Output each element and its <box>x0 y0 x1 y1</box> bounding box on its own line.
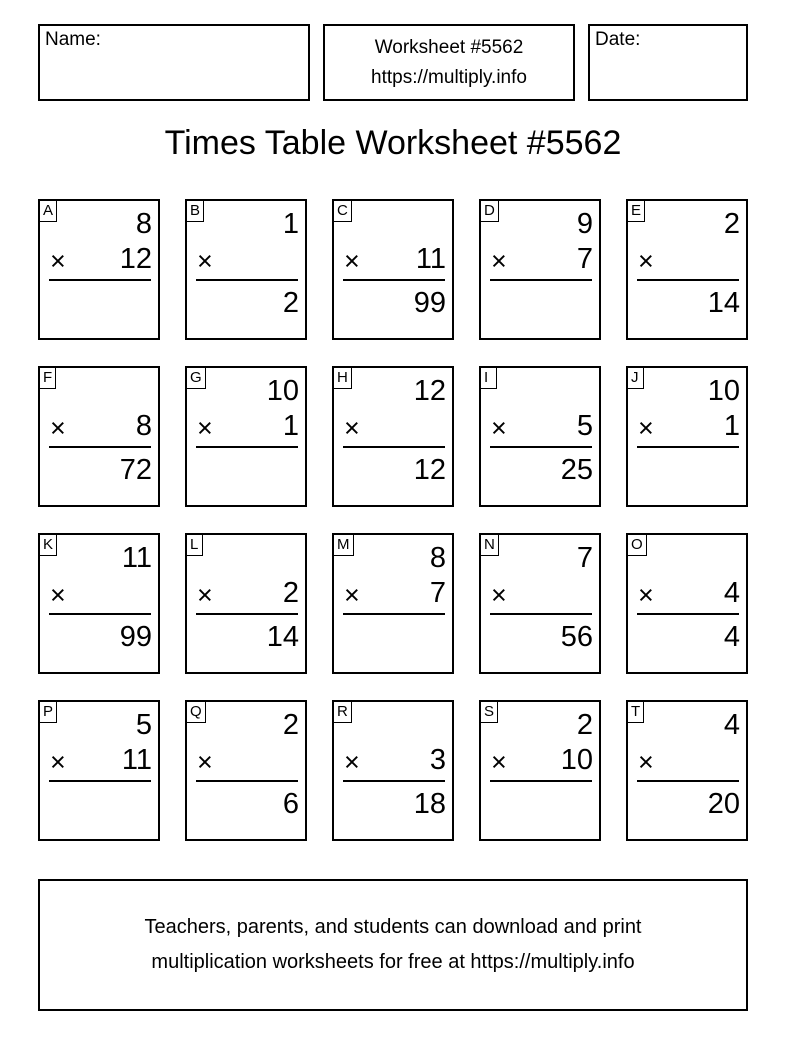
problem-bottom-number: 12 <box>119 243 152 275</box>
worksheet-url: https://multiply.info <box>371 67 527 88</box>
problem-card[interactable] <box>479 700 601 841</box>
problem-answer: 20 <box>707 788 740 820</box>
times-sign: × <box>197 246 213 276</box>
footer-line-1: Teachers, parents, and students can download and print <box>144 916 642 938</box>
problem-letter: P <box>39 701 57 723</box>
problem-letter: J <box>627 367 644 389</box>
problem-bottom-number: 7 <box>576 243 593 275</box>
problem-letter: S <box>480 701 498 723</box>
page-title: Times Table Worksheet #5562 <box>164 124 622 162</box>
problem-answer: 4 <box>723 621 740 653</box>
problem-card[interactable] <box>185 700 307 841</box>
problem-bottom-number: 7 <box>429 577 446 609</box>
times-sign: × <box>638 580 654 610</box>
problem-letter: A <box>39 200 57 222</box>
answer-rule <box>490 613 592 615</box>
problem-letter: C <box>333 200 352 222</box>
answer-rule <box>637 446 739 448</box>
problem-letter: O <box>627 534 647 556</box>
problem-card[interactable] <box>38 533 160 674</box>
problem-bottom-number: 1 <box>723 410 740 442</box>
problem-letter: E <box>627 200 645 222</box>
problem-letter: I <box>480 367 497 389</box>
problem-card[interactable] <box>626 533 748 674</box>
problem-top-number: 1 <box>282 208 299 240</box>
problem-letter: B <box>186 200 204 222</box>
problem-letter: R <box>333 701 352 723</box>
problem-top-number: 7 <box>576 542 593 574</box>
answer-rule <box>196 279 298 281</box>
problem-letter: Q <box>186 701 206 723</box>
problem-card[interactable] <box>479 366 601 507</box>
problem-bottom-number: 11 <box>121 744 152 776</box>
problem-answer: 25 <box>560 454 593 486</box>
footer-line-2: multiplication worksheets for free at https://multiply.info <box>151 951 635 973</box>
problem-answer: 99 <box>413 287 446 319</box>
problem-top-number: 2 <box>282 709 299 741</box>
problem-top-number: 2 <box>576 709 593 741</box>
footer-box <box>38 879 748 1011</box>
problem-bottom-number: 10 <box>560 744 593 776</box>
problem-top-number: 5 <box>135 709 152 741</box>
problem-top-number: 9 <box>576 208 593 240</box>
times-sign: × <box>50 580 66 610</box>
times-sign: × <box>50 747 66 777</box>
problem-letter: D <box>480 200 499 222</box>
problem-card[interactable] <box>479 533 601 674</box>
answer-rule <box>637 279 739 281</box>
problem-top-number: 12 <box>413 375 446 407</box>
problem-answer: 99 <box>119 621 152 653</box>
answer-rule <box>343 279 445 281</box>
answer-rule <box>343 780 445 782</box>
problem-card[interactable] <box>332 533 454 674</box>
problem-bottom-number: 1 <box>282 410 299 442</box>
problem-card[interactable] <box>38 366 160 507</box>
times-sign: × <box>638 246 654 276</box>
times-sign: × <box>197 413 213 443</box>
times-sign: × <box>344 413 360 443</box>
problem-letter: H <box>333 367 352 389</box>
answer-rule <box>196 780 298 782</box>
problem-top-number: 4 <box>723 709 740 741</box>
problem-answer: 12 <box>413 454 446 486</box>
problem-top-number: 10 <box>266 375 299 407</box>
times-sign: × <box>197 580 213 610</box>
answer-rule <box>490 780 592 782</box>
name-label: Name: <box>45 29 101 50</box>
times-sign: × <box>491 747 507 777</box>
times-sign: × <box>50 413 66 443</box>
times-sign: × <box>638 413 654 443</box>
problem-top-number: 11 <box>121 542 152 574</box>
times-sign: × <box>491 413 507 443</box>
problem-bottom-number: 11 <box>415 243 446 275</box>
times-sign: × <box>344 580 360 610</box>
problem-card[interactable] <box>332 366 454 507</box>
problem-letter: M <box>333 534 354 556</box>
worksheet-info-box <box>323 24 575 101</box>
problem-top-number: 8 <box>429 542 446 574</box>
times-sign: × <box>638 747 654 777</box>
problem-card[interactable] <box>332 199 454 340</box>
problem-answer: 56 <box>560 621 593 653</box>
problem-answer: 72 <box>119 454 152 486</box>
date-label: Date: <box>595 29 641 50</box>
times-sign: × <box>344 747 360 777</box>
problem-bottom-number: 8 <box>135 410 152 442</box>
problem-card[interactable] <box>332 700 454 841</box>
problem-card[interactable] <box>626 199 748 340</box>
worksheet-number: Worksheet #5562 <box>374 37 524 58</box>
times-sign: × <box>344 246 360 276</box>
answer-rule <box>49 613 151 615</box>
problem-answer: 14 <box>707 287 740 319</box>
problem-bottom-number: 2 <box>282 577 299 609</box>
problem-letter: N <box>480 534 499 556</box>
answer-rule <box>637 780 739 782</box>
answer-rule <box>196 446 298 448</box>
answer-rule <box>637 613 739 615</box>
problem-letter: F <box>39 367 56 389</box>
problem-answer: 6 <box>282 788 299 820</box>
problem-card[interactable] <box>38 700 160 841</box>
problem-answer: 2 <box>282 287 299 319</box>
times-sign: × <box>50 246 66 276</box>
times-sign: × <box>197 747 213 777</box>
times-sign: × <box>491 580 507 610</box>
problem-bottom-number: 5 <box>576 410 593 442</box>
answer-rule <box>49 446 151 448</box>
answer-rule <box>49 780 151 782</box>
answer-rule <box>196 613 298 615</box>
problem-card[interactable] <box>38 199 160 340</box>
problem-letter: L <box>186 534 203 556</box>
problem-card[interactable] <box>185 533 307 674</box>
problem-top-number: 2 <box>723 208 740 240</box>
problem-answer: 14 <box>266 621 299 653</box>
answer-rule <box>343 613 445 615</box>
answer-rule <box>343 446 445 448</box>
answer-rule <box>490 446 592 448</box>
problem-letter: K <box>39 534 57 556</box>
date-field-box[interactable] <box>588 24 748 101</box>
name-field-box[interactable] <box>38 24 310 101</box>
problem-bottom-number: 4 <box>723 577 740 609</box>
problem-card[interactable] <box>479 199 601 340</box>
problem-answer: 18 <box>413 788 446 820</box>
answer-rule <box>49 279 151 281</box>
problem-card[interactable] <box>185 199 307 340</box>
problem-card[interactable] <box>626 366 748 507</box>
problem-card[interactable] <box>185 366 307 507</box>
problem-bottom-number: 3 <box>429 744 446 776</box>
answer-rule <box>490 279 592 281</box>
problem-letter: T <box>627 701 644 723</box>
problem-card[interactable] <box>626 700 748 841</box>
problem-top-number: 10 <box>707 375 740 407</box>
problem-top-number: 8 <box>135 208 152 240</box>
problem-letter: G <box>186 367 206 389</box>
times-sign: × <box>491 246 507 276</box>
